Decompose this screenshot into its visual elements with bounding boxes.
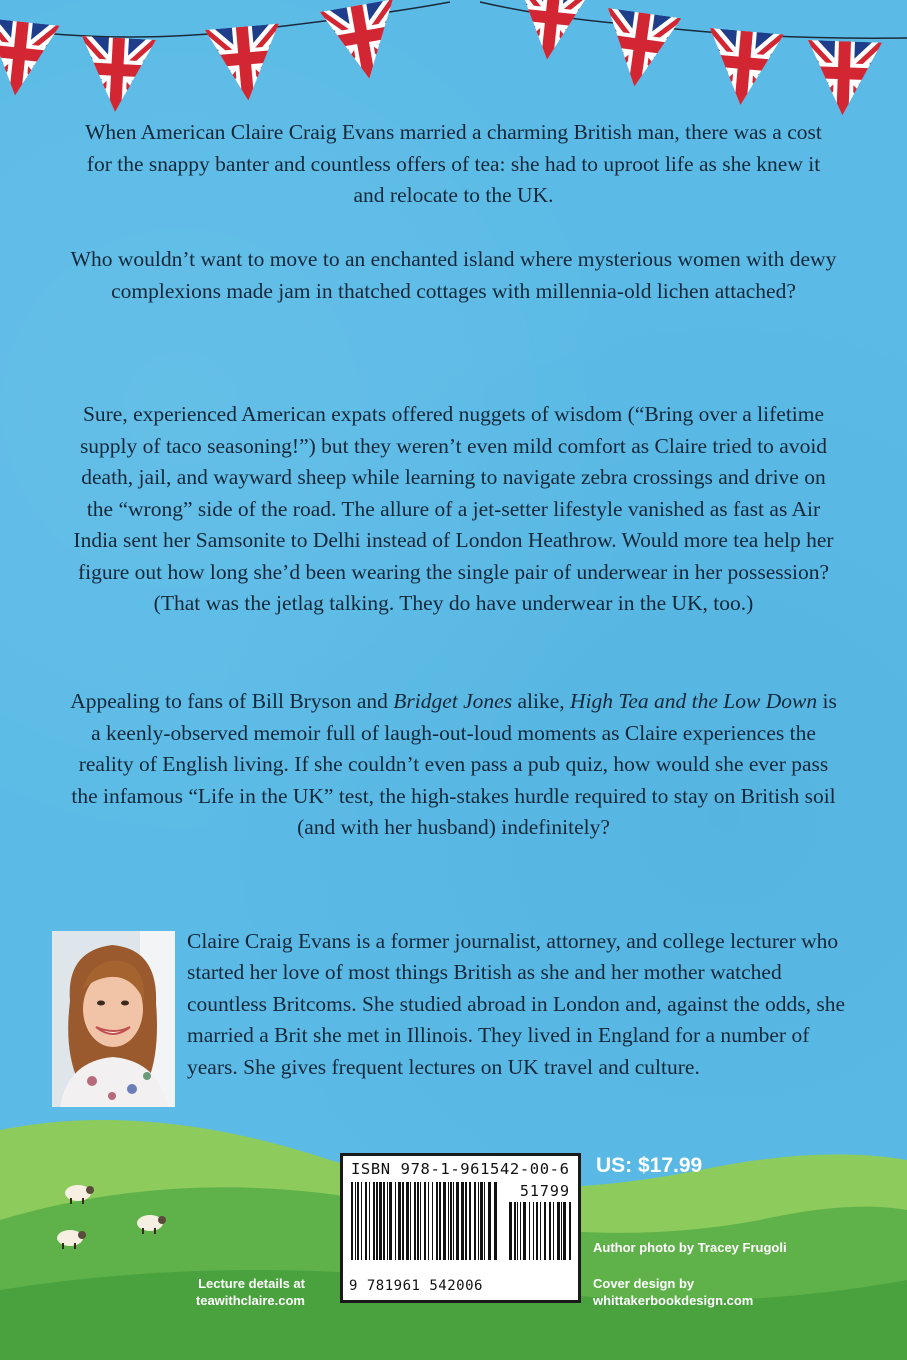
- price-barcode-bar: [529, 1202, 530, 1260]
- bridget-jones-title: Bridget Jones: [393, 689, 513, 713]
- blurb-paragraph-2: Who wouldn’t want to move to an enchanted island where mysterious women with dewy complexions made jam in thatched cottages with millennia-old lichen attached?: [70, 247, 837, 303]
- barcode-bar: [448, 1182, 449, 1260]
- ean-digits: 9 781961 542006: [349, 1278, 483, 1294]
- price-barcode-bar: [536, 1202, 538, 1260]
- isbn-barcode: [340, 1153, 581, 1303]
- barcode-bar: [369, 1182, 370, 1260]
- barcode-bar: [387, 1182, 388, 1260]
- barcode-bar: [383, 1182, 385, 1260]
- barcode-bar: [395, 1182, 396, 1260]
- blurb-paragraph-1: When American Claire Craig Evans married a charming British man, there was a cost for the snappy banter and countless offers of tea: she had to uproot life as she knew it and relocate to the UK.: [85, 120, 822, 207]
- barcode-bars: [349, 1182, 574, 1278]
- barcode-bar: [424, 1182, 426, 1260]
- cover-design-credit: [593, 1275, 753, 1309]
- barcode-bar: [428, 1182, 429, 1260]
- price-barcode-bar: [540, 1202, 541, 1260]
- barcode-bar: [439, 1182, 441, 1260]
- barcode-bar: [474, 1182, 476, 1260]
- bunting-flag-3: [205, 24, 285, 104]
- barcode-bar: [365, 1182, 367, 1260]
- isbn-label: ISBN 978-1-961542-00-6: [351, 1160, 570, 1178]
- bunting-flag-7: [704, 28, 784, 108]
- lecture-credit-line-1: Lecture details at: [198, 1276, 305, 1291]
- price-barcode-bar: [557, 1202, 560, 1260]
- price-barcode-bar: [509, 1202, 512, 1260]
- barcode-bar: [480, 1182, 483, 1260]
- lecture-credit-line-2: teawithclaire.com: [195, 1293, 305, 1308]
- book-title: High Tea and the Low Down: [570, 689, 818, 713]
- barcode-bar: [453, 1182, 454, 1260]
- barcode-bar: [432, 1182, 433, 1260]
- author-photo: [52, 931, 175, 1107]
- bunting-flag-1: [0, 18, 60, 99]
- barcode-bar: [414, 1182, 416, 1260]
- barcode-bar: [398, 1182, 401, 1260]
- blurb-paragraph-3: Sure, experienced American expats offered nuggets of wisdom (“Bring over a lifetime supply of taco seasoning!”) but they weren’t even mild comfort as Claire tried to avoid death, jail, and wayward sheep while learning to navigate zebra crossings and drive on the “wrong” side of the road. The allure of a jet-setter lifestyle vanished as fast as Air India sent her Samsonite to Delhi instead of London Heathrow. Would more tea help her figure out how long she’d been wearing the single pair of underwear in her possession? (That was the jetlag talking. They do have underwear in the UK, too.): [73, 402, 834, 615]
- author-photo-credit: Author photo by Tracey Frugoli: [593, 1240, 787, 1255]
- barcode-bar: [443, 1182, 446, 1260]
- barcode-bar: [456, 1182, 459, 1260]
- barcode-bar: [406, 1182, 409, 1260]
- blurb-p4-text-c: alike,: [512, 689, 570, 713]
- bunting-flag-2: [78, 36, 156, 114]
- price-barcode-bar: [533, 1202, 534, 1260]
- barcode-bar: [420, 1182, 421, 1260]
- price-barcode-bar: [553, 1202, 554, 1260]
- blurb-paragraph-4: [70, 686, 837, 844]
- barcode-bar: [417, 1182, 419, 1260]
- barcode-bar: [351, 1182, 353, 1260]
- union-jack-bunting: [0, 0, 907, 130]
- blurb-p4-text-a: Appealing to fans of Bill Bryson and: [70, 689, 394, 713]
- price-label: US: $17.99: [596, 1154, 703, 1177]
- author-bio: Claire Craig Evans is a former journalist, attorney, and college lecturer who started her love of most things British as she and her mother watched countless Britcoms. She studied abroad in London and, against the odds, she married a Brit she met in Illinois. They lived in England for a number of years. She gives frequent lectures on UK travel and culture.: [187, 929, 846, 1079]
- barcode-bar: [450, 1182, 452, 1260]
- price-barcode-bar: [563, 1202, 566, 1260]
- cover-credit-line-2: whittakerbookdesign.com: [593, 1293, 754, 1308]
- lecture-details-credit: [150, 1275, 305, 1309]
- price-barcode-bar: [549, 1202, 551, 1260]
- barcode-bar: [478, 1182, 479, 1260]
- barcode-bar: [469, 1182, 471, 1260]
- barcode-bar: [379, 1182, 382, 1260]
- price-barcode-bar: [544, 1202, 546, 1260]
- barcode-bar: [402, 1182, 404, 1260]
- barcode-bar: [436, 1182, 438, 1260]
- price-barcode-bar: [517, 1202, 518, 1260]
- bunting-flag-6: [598, 8, 682, 92]
- price-barcode-bar: [561, 1202, 562, 1260]
- barcode-bar: [357, 1182, 359, 1260]
- price-barcode-bar: [523, 1202, 526, 1260]
- price-barcode-bar: [514, 1202, 516, 1260]
- barcode-bar: [465, 1182, 467, 1260]
- barcode-bar: [494, 1182, 497, 1260]
- bunting-flag-8: [805, 40, 882, 117]
- price-code: 51799: [519, 1182, 570, 1200]
- blurb-p4-text-e: is a keenly-observed memoir full of laugh-out-loud moments as Claire experiences the reality of English living. If she couldn’t even pass a pub quiz, how would she ever pass the infamous “Life in the UK” test, the high-stakes hurdle required to stay on British soil (and with her husband) indefinitely?: [71, 689, 837, 839]
- barcode-bar: [488, 1182, 491, 1260]
- barcode-bar: [461, 1182, 464, 1260]
- bunting-flag-5: [510, 0, 591, 63]
- barcode-bar: [373, 1182, 375, 1260]
- barcode-bar: [355, 1182, 356, 1260]
- bunting-flag-4: [320, 0, 406, 85]
- price-barcode-bar: [520, 1202, 521, 1260]
- barcode-bar: [389, 1182, 392, 1260]
- barcode-bar: [410, 1182, 411, 1260]
- barcode-bar: [484, 1182, 485, 1260]
- price-barcode-bar: [569, 1202, 571, 1260]
- barcode-bar: [361, 1182, 362, 1260]
- barcode-bar: [376, 1182, 378, 1260]
- cover-credit-line-1: Cover design by: [593, 1276, 695, 1291]
